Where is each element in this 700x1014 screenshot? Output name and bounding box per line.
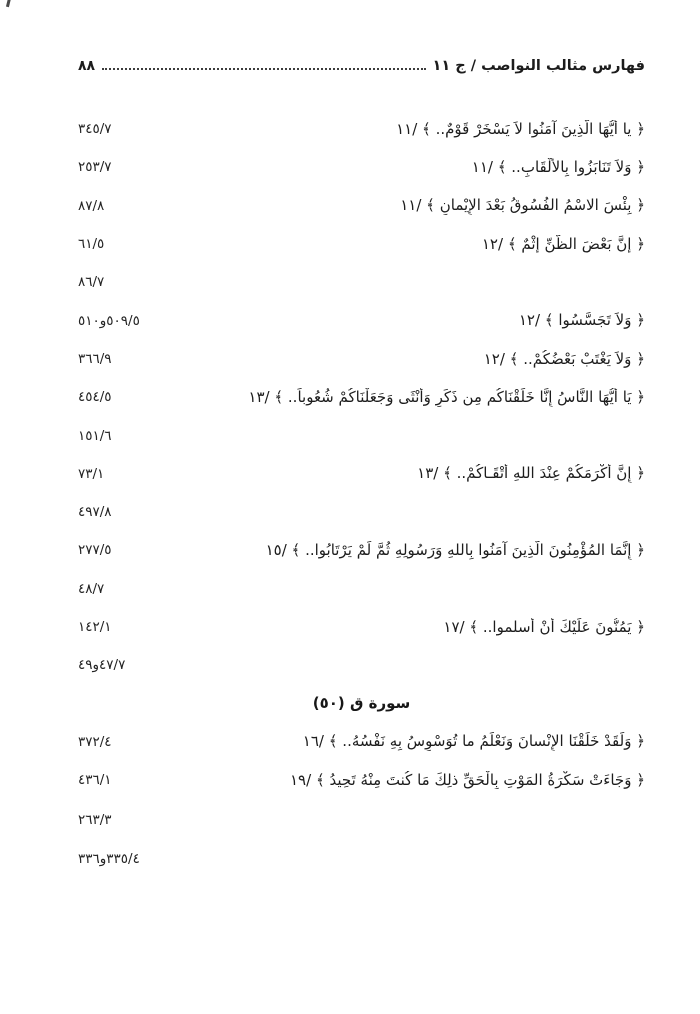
verse-text: ﴿ إِنَّ بَعْضَ الظَّنِّ إِثْمٌ ﴾ /١٢: [481, 234, 645, 253]
page-volume-ref: ٤٨/٧: [78, 580, 105, 597]
page-volume-ref: ٣٦٦/٩: [78, 350, 112, 367]
verse-text: ﴿ بِئْسَ الاسْمُ الفُسُوقُ بَعْدَ الإِيْمانِ ﴾ /١١: [400, 196, 645, 215]
index-entry-row: [78, 722, 645, 760]
page-volume-ref: ٢٥٣/٧: [78, 159, 112, 176]
page-volume-ref: ٨٧/٨: [78, 197, 105, 214]
running-head: [78, 50, 645, 74]
index-entry-row: [78, 148, 645, 186]
page-volume-ref: ٤٧/٧و٤٩: [78, 657, 126, 674]
page-volume-ref: ٣٧٢/٤: [78, 733, 112, 750]
page-volume-ref: ٨٦/٧: [78, 274, 105, 291]
index-entry-row: [78, 493, 645, 531]
page-volume-ref: ١٥١/٦: [78, 427, 112, 444]
verse-text: ﴿ يَا أَيُّهَا النَّاسُ إِنَّا خَلَقْنَاكُم مِن ذَكَرٍ وَأُنْثَى وَجَعَلْنَاكُمْ شُعُوباً.. ﴾ /١٣: [248, 387, 645, 406]
dotted-leader: [102, 67, 425, 70]
page-volume-ref: ١٤٢/١: [78, 619, 112, 635]
index-entry-row: [78, 799, 645, 840]
scan-artifact: [6, 0, 11, 7]
page-volume-ref: ٢٧٧/٥: [78, 542, 112, 559]
surah-section-heading: سورة ق (٥٠): [312, 694, 411, 713]
page-volume-ref: ٤٥٤/٥: [78, 389, 112, 406]
index-entry-row: [78, 840, 645, 878]
running-title: فهارس مثالب النواصب / ج ١١: [432, 58, 645, 74]
page-volume-ref: ٧٣/١: [78, 465, 105, 482]
verse-text: ﴿ وَلاَ تَنَابَزُوا بِالأَلْقَابِ.. ﴾ /١١: [471, 158, 645, 177]
verse-text: ﴿ وَلاَ تَجَسَّسُوا ﴾ /١٢: [518, 311, 645, 330]
index-entry-row: [78, 455, 645, 493]
page-content: [78, 50, 645, 878]
verse-text: ﴿ يَمُنُّونَ عَلَيْكَ أَنْ أسلموا.. ﴾ /١٧: [443, 617, 645, 636]
index-entry-row: [78, 340, 645, 378]
page-volume-ref: ٢٦٣/٣: [78, 811, 112, 828]
verse-text: ﴿ وَلاَ يَغْتَبْ بَعْضُكُمْ.. ﴾ /١٢: [483, 349, 645, 368]
index-entry-row: [78, 378, 645, 416]
index-entry-row: [78, 110, 645, 148]
index-entry-row: [78, 570, 645, 608]
index-entry-row: [78, 187, 645, 225]
page-volume-ref: ٣٣٥/٤و٣٣٦: [78, 851, 140, 868]
index-entry-row: [78, 531, 645, 569]
page-volume-ref: ٤٣٦/١: [78, 771, 112, 788]
verse-text: ﴿ وَجَاءَتْ سَكْرَةُ المَوْتِ بِالْحَقِّ ذلِكَ مَا كُنتَ مِنْهُ تَحِيدُ ﴾ /١٩: [290, 770, 645, 789]
index-entry-row: [78, 416, 645, 454]
verse-text: ﴿ إِنَّ أَكْرَمَكُمْ عِنْدَ اللهِ أَتْقَـاكُمْ.. ﴾ /١٣: [417, 464, 645, 483]
index-entry-row: [78, 263, 645, 301]
index-entry-row: [78, 608, 645, 646]
page-volume-ref: ٤٩٧/٨: [78, 504, 112, 521]
index-entry-row: [78, 225, 645, 263]
page-number: ٨٨: [78, 58, 96, 74]
index-entry-row: [78, 761, 645, 799]
index-entry-row: [78, 301, 645, 339]
verse-text: ﴿ وَلَقَدْ خَلَقْنَا الإِنْسانَ وَنَعْلَمُ ما تُوَسْوِسُ بِهِ نَفْسُهُ.. ﴾ /١٦: [302, 732, 645, 751]
index-entries: [78, 110, 645, 878]
page-volume-ref: ٥٠٩/٥و٥١٠: [78, 312, 140, 329]
page-volume-ref: ٣٤٥/٧: [78, 121, 112, 138]
verse-text: ﴿ إِنَّمَا المُؤْمِنُونَ الَّذِينَ آمَنُوا بِاللهِ وَرَسُولِهِ ثُمَّ لَمْ يَرْتَابُوا.. ﴾ /١٥: [265, 541, 645, 560]
page-volume-ref: ٦١/٥: [78, 236, 105, 253]
verse-text: ﴿ يا أَيُّهَا الَّذِينَ آمَنُوا لاَ يَسْخَرْ قَوْمٌ.. ﴾ /١١: [396, 119, 645, 138]
index-entry-row: [78, 646, 645, 684]
